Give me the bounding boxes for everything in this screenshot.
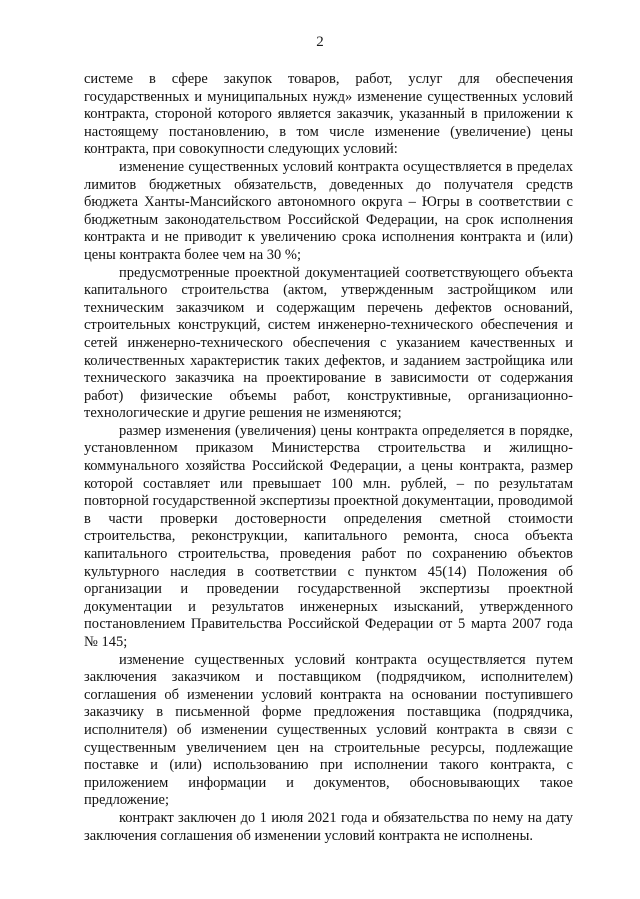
paragraph-condition-price-change: размер изменения (увеличения) цены контракта определяется в порядке, установленном приказом Министерства строительства и жилищно-коммунального хозяйства Российской Федерации, а цены контракта, размер которой составляет или превышает 100 млн. рублей, – по результатам повторной государственной экспертизы проектной документации, проводимой в части проверки достоверности определения сметной стоимости строительства, реконструкции, капитального ремонта, сноса объекта капитального строительства, проведения работ по сохранению объектов культурного наследия в соответствии с пунктом 45(14) Положения об организации и проведении государственной экспертизы проектной документации и результатов инженерных изысканий, утвержденного постановлением Правительства Российской Федерации от 5 марта 2007 года № 145;: [84, 422, 573, 650]
paragraph-condition-budget-limits: изменение существенных условий контракта осуществляется в пределах лимитов бюджетных обязательств, доведенных до получателя средств бюджета Ханты-Мансийского автономного округа – Югры в соответствии с бюджетным законодательством Российской Федерации, на срок исполнения контракта и не приводит к увеличению срока исполнения контракта и (или) цены контракта более чем на 30 %;: [84, 158, 573, 263]
page-number: 2: [316, 34, 324, 50]
paragraph-condition-design-volumes: предусмотренные проектной документацией соответствующего объекта капитального строительства (актом, утвержденным застройщиком или техническим заказчиком и содержащим перечень дефектов оснований, строительных конструкций, систем инженерно-технического обеспечения и сетей инженерно-технического обеспечения с указанием качественных и количественных характеристик таких дефектов, и заданием застройщика или технического заказчика на проектирование в зависимости от содержания работ) физические объемы работ, конструктивные, организационно-технологические и другие решения не изменяются;: [84, 264, 573, 422]
paragraph-condition-contract-date: контракт заключен до 1 июля 2021 года и обязательства по нему на дату заключения соглашения об изменении условий контракта не исполнены.: [84, 809, 573, 844]
document-body: [84, 71, 573, 845]
paragraph-condition-agreement: изменение существенных условий контракта осуществляется путем заключения заказчиком и поставщиком (подрядчиком, исполнителем) соглашения об изменении условий контракта на основании поступившего заказчику в письменной форме предложения поставщика (подрядчика, исполнителя) об изменении существенных условий контракта в связи с существенным увеличением цен на строительные ресурсы, подлежащие поставке и (или) использованию при исполнении такого контракта, с приложением информации и документов, обосновывающих такое предложение;: [84, 651, 573, 809]
paragraph-continuation: системе в сфере закупок товаров, работ, услуг для обеспечения государственных и муниципальных нужд» изменение существенных условий контракта, стороной которого является заказчик, указанный в приложении к настоящему постановлению, в том числе изменение (увеличение) цены контракта, при совокупности следующих условий:: [84, 71, 573, 158]
